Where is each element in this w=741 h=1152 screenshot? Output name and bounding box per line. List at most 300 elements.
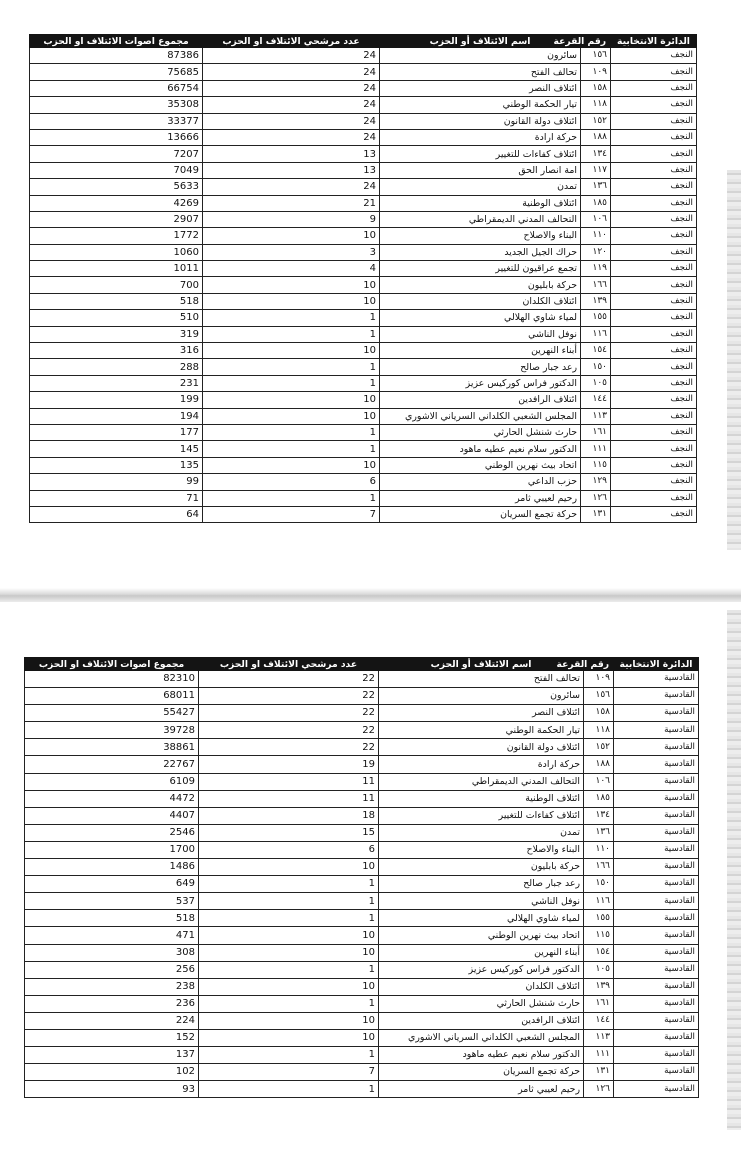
cell-coalition-name: حركة بابليون: [379, 859, 584, 876]
cell-ballot-number: ١٥٦: [584, 688, 614, 705]
table-row: [25, 1081, 699, 1098]
results-table-najaf: [29, 34, 697, 523]
cell-candidates: 24: [203, 64, 380, 80]
cell-district: النجف: [611, 195, 697, 211]
table-row: [30, 375, 697, 391]
cell-coalition-name: سائرون: [379, 688, 584, 705]
cell-district: النجف: [611, 310, 697, 326]
table-row: [30, 228, 697, 244]
cell-candidates: 10: [199, 978, 379, 995]
cell-candidates: 24: [203, 129, 380, 145]
cell-candidates: 22: [199, 705, 379, 722]
cell-ballot-number: ١٣٩: [584, 978, 614, 995]
cell-votes: 55427: [25, 705, 199, 722]
table-row: [30, 408, 697, 424]
cell-ballot-number: ١١١: [581, 441, 611, 457]
cell-votes: 224: [25, 1012, 199, 1029]
cell-coalition-name: لمياء شاوي الهلالي: [379, 910, 584, 927]
cell-district: النجف: [611, 359, 697, 375]
cell-ballot-number: ١٦١: [581, 424, 611, 440]
cell-district: النجف: [611, 293, 697, 309]
table-row: [30, 179, 697, 195]
table-row: [30, 277, 697, 293]
table-row: [30, 261, 697, 277]
header-votes: مجموع اصوات الائتلاف او الحزب: [30, 35, 203, 48]
cell-district: النجف: [611, 474, 697, 490]
cell-candidates: 18: [199, 807, 379, 824]
cell-candidates: 10: [203, 392, 380, 408]
cell-ballot-number: ١٣١: [584, 1064, 614, 1081]
cell-votes: 7207: [30, 146, 203, 162]
cell-votes: 6109: [25, 773, 199, 790]
cell-votes: 64: [30, 506, 203, 522]
cell-votes: 518: [25, 910, 199, 927]
cell-district: النجف: [611, 261, 697, 277]
table-row: [25, 910, 699, 927]
cell-coalition-name: ائتلاف الرافدين: [380, 392, 581, 408]
cell-votes: 236: [25, 995, 199, 1012]
cell-coalition-name: ائتلاف الوطنية: [380, 195, 581, 211]
cell-votes: 518: [30, 293, 203, 309]
cell-votes: 537: [25, 893, 199, 910]
cell-district: القادسية: [614, 876, 699, 893]
cell-district: القادسية: [614, 944, 699, 961]
table-row: [30, 392, 697, 408]
cell-ballot-number: ١١٥: [581, 457, 611, 473]
cell-coalition-name: نوفل الناشي: [380, 326, 581, 342]
header-candidates: عدد مرشحي الائتلاف او الحزب: [203, 35, 380, 48]
table-row: [25, 688, 699, 705]
cell-ballot-number: ١٤٤: [584, 1012, 614, 1029]
table-row: [30, 474, 697, 490]
cell-coalition-name: تيار الحكمة الوطني: [379, 722, 584, 739]
cell-district: القادسية: [614, 807, 699, 824]
table-row: [30, 211, 697, 227]
cell-coalition-name: حركة تجمع السريان: [380, 506, 581, 522]
cell-ballot-number: ١٦١: [584, 995, 614, 1012]
table-row: [30, 97, 697, 113]
header-name: اسم الائتلاف أو الحزب: [379, 658, 584, 671]
cell-candidates: 15: [199, 824, 379, 841]
table-row: [30, 293, 697, 309]
cell-votes: 71: [30, 490, 203, 506]
table-row: [30, 457, 697, 473]
cell-ballot-number: ١٢٦: [584, 1081, 614, 1098]
cell-district: القادسية: [614, 910, 699, 927]
table-row: [30, 359, 697, 375]
cell-candidates: 10: [203, 343, 380, 359]
cell-ballot-number: ١٠٦: [581, 211, 611, 227]
cell-coalition-name: رعد جبار صالح: [379, 876, 584, 893]
cell-ballot-number: ١٠٩: [584, 671, 614, 688]
table-row: [25, 807, 699, 824]
cell-coalition-name: المجلس الشعبي الكلداني السرياني الاشوري: [380, 408, 581, 424]
cell-coalition-name: الدكتور فراس كوركيس عزيز: [379, 961, 584, 978]
header-district: الدائرة الانتخابية: [614, 658, 699, 671]
cell-candidates: 10: [203, 293, 380, 309]
cell-candidates: 10: [199, 1029, 379, 1046]
cell-coalition-name: ائتلاف كفاءات للتغيير: [380, 146, 581, 162]
cell-votes: 231: [30, 375, 203, 391]
cell-candidates: 1: [199, 961, 379, 978]
cell-votes: 66754: [30, 80, 203, 96]
cell-votes: 5633: [30, 179, 203, 195]
table-row: [25, 756, 699, 773]
cell-coalition-name: أبناء النهرين: [380, 343, 581, 359]
cell-coalition-name: امة انصار الحق: [380, 162, 581, 178]
cell-votes: 510: [30, 310, 203, 326]
table-row: [30, 195, 697, 211]
cell-coalition-name: ائتلاف النصر: [379, 705, 584, 722]
cell-ballot-number: ١٥٢: [581, 113, 611, 129]
table-row: [30, 129, 697, 145]
cell-district: القادسية: [614, 756, 699, 773]
cell-candidates: 7: [199, 1064, 379, 1081]
cell-candidates: 1: [199, 876, 379, 893]
cell-ballot-number: ١٣٤: [584, 807, 614, 824]
cell-ballot-number: ١٥٠: [581, 359, 611, 375]
cell-candidates: 1: [203, 424, 380, 440]
table-row: [30, 490, 697, 506]
table-row: [30, 80, 697, 96]
cell-votes: 194: [30, 408, 203, 424]
cell-votes: 1060: [30, 244, 203, 260]
cell-coalition-name: الدكتور سلام نعيم عطيه ماهود: [379, 1047, 584, 1064]
cell-district: النجف: [611, 211, 697, 227]
cell-district: القادسية: [614, 1047, 699, 1064]
table-row: [25, 961, 699, 978]
table-row: [25, 705, 699, 722]
cell-coalition-name: نوفل الناشي: [379, 893, 584, 910]
header-code: رقم القرعة: [584, 658, 614, 671]
cell-ballot-number: ١٨٥: [584, 790, 614, 807]
cell-coalition-name: ائتلاف دولة القانون: [379, 739, 584, 756]
cell-coalition-name: حركة بابليون: [380, 277, 581, 293]
table-row: [25, 824, 699, 841]
cell-coalition-name: حراك الجيل الجديد: [380, 244, 581, 260]
cell-district: القادسية: [614, 688, 699, 705]
cell-candidates: 1: [199, 995, 379, 1012]
cell-district: النجف: [611, 408, 697, 424]
cell-ballot-number: ١١١: [584, 1047, 614, 1064]
table-row: [30, 424, 697, 440]
cell-ballot-number: ١٥٦: [581, 48, 611, 64]
table-row: [25, 944, 699, 961]
cell-votes: 13666: [30, 129, 203, 145]
cell-coalition-name: حركة ارادة: [380, 129, 581, 145]
results-table-qadisiyah: [24, 657, 699, 1098]
cell-district: القادسية: [614, 859, 699, 876]
cell-district: القادسية: [614, 1029, 699, 1046]
cell-district: النجف: [611, 441, 697, 457]
cell-ballot-number: ١٣٦: [584, 824, 614, 841]
cell-district: النجف: [611, 457, 697, 473]
cell-ballot-number: ١٢٦: [581, 490, 611, 506]
cell-coalition-name: حركة تجمع السريان: [379, 1064, 584, 1081]
cell-district: القادسية: [614, 705, 699, 722]
cell-ballot-number: ١٥٥: [584, 910, 614, 927]
cell-votes: 33377: [30, 113, 203, 129]
cell-ballot-number: ١١٧: [581, 162, 611, 178]
cell-ballot-number: ١١٠: [584, 841, 614, 858]
table-row: [25, 1012, 699, 1029]
cell-district: النجف: [611, 343, 697, 359]
table-row: [30, 506, 697, 522]
cell-candidates: 11: [199, 790, 379, 807]
cell-district: النجف: [611, 146, 697, 162]
cell-ballot-number: ١٢٩: [581, 474, 611, 490]
cell-coalition-name: حركة ارادة: [379, 756, 584, 773]
cell-district: النجف: [611, 375, 697, 391]
cell-ballot-number: ١١٩: [581, 261, 611, 277]
cell-votes: 256: [25, 961, 199, 978]
table-row: [25, 790, 699, 807]
cell-coalition-name: المجلس الشعبي الكلداني السرياني الاشوري: [379, 1029, 584, 1046]
table-row: [25, 978, 699, 995]
cell-district: القادسية: [614, 927, 699, 944]
cell-ballot-number: ١٠٦: [584, 773, 614, 790]
cell-coalition-name: البناء والاصلاح: [379, 841, 584, 858]
table-row: [25, 1029, 699, 1046]
table-row: [30, 162, 697, 178]
cell-coalition-name: البناء والاصلاح: [380, 228, 581, 244]
cell-coalition-name: اتحاد بيث نهرين الوطني: [380, 457, 581, 473]
cell-candidates: 10: [203, 228, 380, 244]
cell-district: القادسية: [614, 1064, 699, 1081]
cell-coalition-name: التحالف المدني الديمقراطي: [379, 773, 584, 790]
cell-coalition-name: حارث شنشل الحارثي: [379, 995, 584, 1012]
cell-candidates: 1: [199, 910, 379, 927]
table-row: [25, 671, 699, 688]
cell-coalition-name: الدكتور سلام نعيم عطيه ماهود: [380, 441, 581, 457]
cell-candidates: 10: [203, 408, 380, 424]
cell-candidates: 10: [203, 277, 380, 293]
table-row: [30, 48, 697, 64]
table-row: [30, 146, 697, 162]
cell-votes: 199: [30, 392, 203, 408]
cell-ballot-number: ١١٨: [584, 722, 614, 739]
cell-district: النجف: [611, 424, 697, 440]
cell-candidates: 22: [199, 739, 379, 756]
cell-district: القادسية: [614, 1012, 699, 1029]
cell-ballot-number: ١١٦: [584, 893, 614, 910]
cell-district: النجف: [611, 179, 697, 195]
table-row: [30, 244, 697, 260]
cell-candidates: 10: [203, 457, 380, 473]
table-row: [30, 441, 697, 457]
cell-ballot-number: ١٤٤: [581, 392, 611, 408]
table-row: [30, 343, 697, 359]
cell-ballot-number: ١٣٤: [581, 146, 611, 162]
cell-candidates: 1: [203, 359, 380, 375]
cell-district: القادسية: [614, 1081, 699, 1098]
cell-votes: 39728: [25, 722, 199, 739]
cell-coalition-name: حارث شنشل الحارثي: [380, 424, 581, 440]
cell-ballot-number: ١٨٥: [581, 195, 611, 211]
cell-coalition-name: الدكتور فراس كوركيس عزيز: [380, 375, 581, 391]
cell-candidates: 10: [199, 1012, 379, 1029]
cell-district: القادسية: [614, 824, 699, 841]
table-header-row: [25, 658, 699, 671]
cell-coalition-name: رعد جبار صالح: [380, 359, 581, 375]
cell-coalition-name: ائتلاف دولة القانون: [380, 113, 581, 129]
cell-votes: 87386: [30, 48, 203, 64]
cell-ballot-number: ١٣١: [581, 506, 611, 522]
table-row: [25, 876, 699, 893]
cell-ballot-number: ١٥٨: [584, 705, 614, 722]
cell-candidates: 10: [199, 927, 379, 944]
cell-district: القادسية: [614, 722, 699, 739]
cell-votes: 152: [25, 1029, 199, 1046]
cell-coalition-name: تمدن: [380, 179, 581, 195]
cell-votes: 35308: [30, 97, 203, 113]
cell-coalition-name: التحالف المدني الديمقراطي: [380, 211, 581, 227]
cell-votes: 316: [30, 343, 203, 359]
cell-ballot-number: ١٣٩: [581, 293, 611, 309]
table-row: [25, 995, 699, 1012]
cell-votes: 177: [30, 424, 203, 440]
cell-district: النجف: [611, 80, 697, 96]
cell-votes: 82310: [25, 671, 199, 688]
cell-ballot-number: ١١٣: [581, 408, 611, 424]
cell-candidates: 24: [203, 179, 380, 195]
cell-votes: 93: [25, 1081, 199, 1098]
cell-ballot-number: ١١٣: [584, 1029, 614, 1046]
cell-candidates: 7: [203, 506, 380, 522]
cell-district: النجف: [611, 113, 697, 129]
cell-district: النجف: [611, 326, 697, 342]
cell-ballot-number: ١١٨: [581, 97, 611, 113]
cell-coalition-name: ائتلاف الكلدان: [380, 293, 581, 309]
table-row: [25, 722, 699, 739]
cell-candidates: 1: [199, 1047, 379, 1064]
cell-district: النجف: [611, 506, 697, 522]
cell-ballot-number: ١٠٩: [581, 64, 611, 80]
cell-votes: 4472: [25, 790, 199, 807]
cell-votes: 22767: [25, 756, 199, 773]
table-row: [25, 893, 699, 910]
cell-candidates: 24: [203, 80, 380, 96]
cell-ballot-number: ١٥٢: [584, 739, 614, 756]
cell-coalition-name: رحيم لعيبي ثامر: [379, 1081, 584, 1098]
cell-votes: 1700: [25, 841, 199, 858]
cell-district: القادسية: [614, 961, 699, 978]
cell-ballot-number: ١٨٨: [584, 756, 614, 773]
cell-district: القادسية: [614, 995, 699, 1012]
cell-district: النجف: [611, 48, 697, 64]
cell-ballot-number: ١٨٨: [581, 129, 611, 145]
cell-district: النجف: [611, 392, 697, 408]
cell-votes: 700: [30, 277, 203, 293]
cell-votes: 238: [25, 978, 199, 995]
cell-coalition-name: رحيم لعيبي ثامر: [380, 490, 581, 506]
cell-votes: 649: [25, 876, 199, 893]
cell-votes: 1011: [30, 261, 203, 277]
cell-candidates: 6: [199, 841, 379, 858]
table-row: [25, 739, 699, 756]
cell-candidates: 10: [199, 859, 379, 876]
cell-candidates: 6: [203, 474, 380, 490]
cell-coalition-name: اتحاد بيث نهرين الوطني: [379, 927, 584, 944]
cell-votes: 137: [25, 1047, 199, 1064]
cell-coalition-name: تجمع عراقيون للتغيير: [380, 261, 581, 277]
table-row: [30, 310, 697, 326]
cell-coalition-name: تحالف الفتح: [379, 671, 584, 688]
cell-district: النجف: [611, 97, 697, 113]
header-district: الدائرة الانتخابية: [611, 35, 697, 48]
cell-candidates: 24: [203, 97, 380, 113]
cell-coalition-name: ائتلاف النصر: [380, 80, 581, 96]
cell-votes: 4407: [25, 807, 199, 824]
cell-candidates: 9: [203, 211, 380, 227]
cell-ballot-number: ١٠٥: [584, 961, 614, 978]
cell-ballot-number: ١٥٤: [581, 343, 611, 359]
cell-district: النجف: [611, 490, 697, 506]
cell-votes: 288: [30, 359, 203, 375]
cell-coalition-name: تيار الحكمة الوطني: [380, 97, 581, 113]
cell-candidates: 1: [199, 1081, 379, 1098]
cell-district: القادسية: [614, 739, 699, 756]
cell-votes: 7049: [30, 162, 203, 178]
cell-votes: 1486: [25, 859, 199, 876]
cell-district: القادسية: [614, 978, 699, 995]
cell-votes: 471: [25, 927, 199, 944]
table-row: [30, 326, 697, 342]
cell-votes: 4269: [30, 195, 203, 211]
cell-candidates: 19: [199, 756, 379, 773]
cell-candidates: 13: [203, 146, 380, 162]
cell-district: القادسية: [614, 671, 699, 688]
cell-candidates: 22: [199, 722, 379, 739]
table-row: [30, 113, 697, 129]
header-code: رقم القرعة: [581, 35, 611, 48]
cell-candidates: 24: [203, 48, 380, 64]
table-row: [25, 859, 699, 876]
cell-district: النجف: [611, 277, 697, 293]
cell-ballot-number: ١٠٥: [581, 375, 611, 391]
cell-votes: 1772: [30, 228, 203, 244]
cell-ballot-number: ١٥٥: [581, 310, 611, 326]
scan-edge-shadow: [727, 170, 741, 550]
cell-ballot-number: ١٢٠: [581, 244, 611, 260]
cell-candidates: 24: [203, 113, 380, 129]
cell-district: القادسية: [614, 773, 699, 790]
cell-ballot-number: ١٦٦: [584, 859, 614, 876]
cell-votes: 68011: [25, 688, 199, 705]
cell-district: النجف: [611, 228, 697, 244]
cell-coalition-name: سائرون: [380, 48, 581, 64]
cell-coalition-name: تحالف الفتح: [380, 64, 581, 80]
cell-candidates: 1: [203, 375, 380, 391]
cell-coalition-name: ائتلاف الرافدين: [379, 1012, 584, 1029]
cell-ballot-number: ١١٠: [581, 228, 611, 244]
cell-votes: 308: [25, 944, 199, 961]
cell-candidates: 22: [199, 688, 379, 705]
cell-candidates: 1: [203, 326, 380, 342]
cell-votes: 99: [30, 474, 203, 490]
cell-ballot-number: ١٥٨: [581, 80, 611, 96]
cell-votes: 75685: [30, 64, 203, 80]
table-row: [25, 1047, 699, 1064]
scan-edge-shadow: [727, 610, 741, 1130]
cell-ballot-number: ١٥٤: [584, 944, 614, 961]
cell-candidates: 13: [203, 162, 380, 178]
cell-votes: 2907: [30, 211, 203, 227]
cell-ballot-number: ١٦٦: [581, 277, 611, 293]
cell-ballot-number: ١٥٠: [584, 876, 614, 893]
cell-candidates: 1: [203, 490, 380, 506]
cell-coalition-name: ائتلاف الوطنية: [379, 790, 584, 807]
